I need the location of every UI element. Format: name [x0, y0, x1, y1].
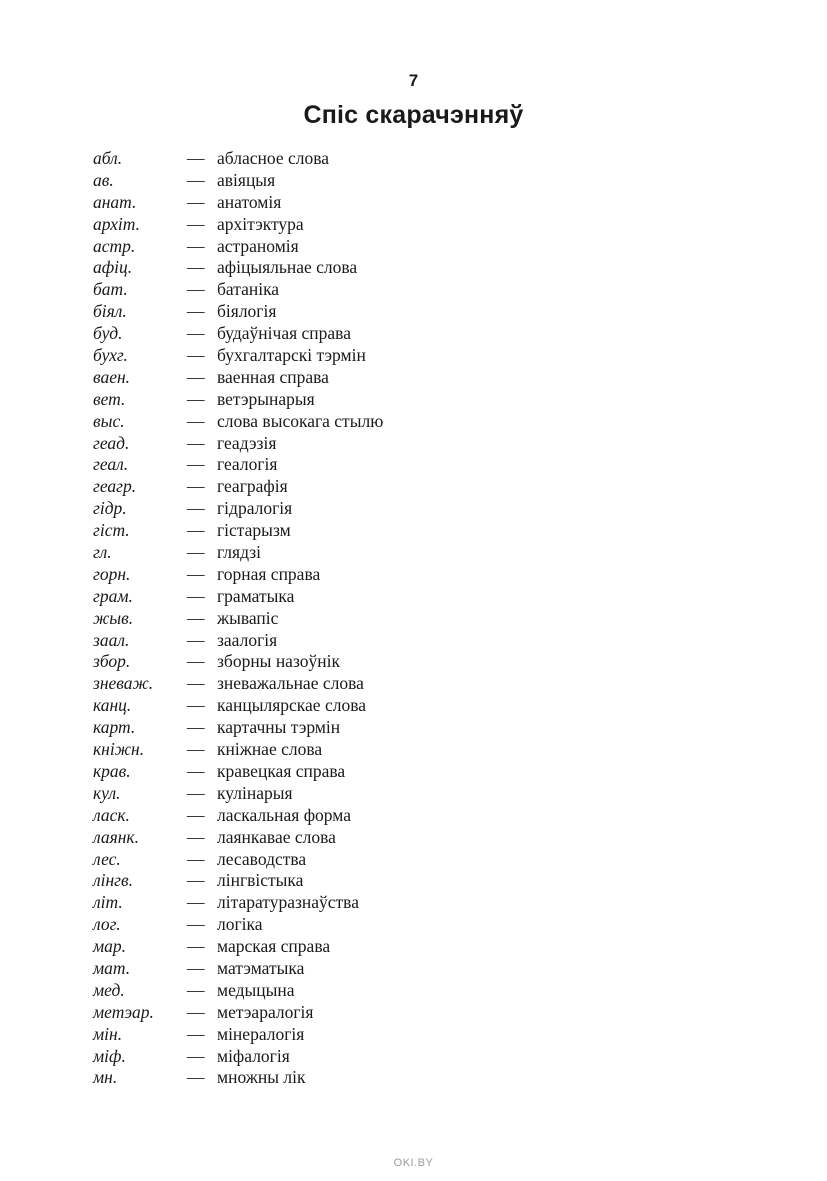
abbreviation-dash: — — [187, 629, 205, 650]
abbreviation-dash: — — [187, 914, 205, 935]
abbreviation-term: мн. — [93, 1067, 118, 1088]
abbreviation-meaning: геалогія — [217, 454, 278, 475]
abbreviation-dash: — — [187, 301, 205, 322]
abbreviation-term: зневаж. — [93, 673, 154, 694]
abbreviation-term: бухг. — [93, 345, 128, 366]
page-number: 7 — [408, 71, 419, 90]
abbreviation-meaning: міфалогія — [217, 1045, 290, 1066]
abbreviation-dash: — — [187, 760, 205, 781]
abbreviation-meaning: зневажальнае слова — [217, 673, 364, 694]
abbreviation-term: міф. — [93, 1045, 126, 1066]
abbreviation-dash: — — [187, 717, 205, 738]
abbreviation-term: канц. — [93, 695, 132, 716]
footer-watermark: OKI.BY — [393, 1157, 434, 1169]
abbreviation-meaning: слова высокага стылю — [217, 410, 384, 431]
abbreviation-dash: — — [187, 366, 205, 387]
abbreviation-term: крав. — [93, 760, 131, 781]
abbreviation-meaning: абласное слова — [217, 148, 330, 168]
abbreviation-term: ласк. — [93, 804, 130, 825]
abbreviation-dash: — — [187, 388, 205, 409]
abbreviation-dash: — — [187, 892, 205, 913]
abbreviation-meaning: жывапіс — [217, 607, 279, 628]
abbreviation-meaning: матэматыка — [217, 957, 305, 978]
abbreviation-meaning: афіцыяльнае слова — [217, 257, 358, 278]
abbreviation-dash: — — [187, 191, 205, 212]
abbreviation-dash: — — [187, 695, 205, 716]
abbreviation-term: мін. — [93, 1023, 123, 1044]
abbreviation-dash: — — [187, 673, 205, 694]
abbreviation-term: ваен. — [93, 366, 131, 387]
abbreviation-meaning: літаратуразнаўства — [217, 892, 359, 913]
abbreviation-term: вет. — [93, 388, 126, 409]
abbreviation-term: геал. — [93, 454, 129, 475]
abbreviation-meaning: ваенная справа — [217, 366, 329, 387]
abbreviation-meaning: геадэзія — [217, 432, 277, 453]
abbreviation-meaning: лесаводства — [217, 848, 307, 869]
abbreviation-dash: — — [187, 520, 205, 541]
abbreviation-meaning: астраномія — [217, 235, 299, 256]
abbreviation-dash: — — [187, 279, 205, 300]
abbreviation-meaning: гідралогія — [217, 498, 293, 519]
abbreviation-dash: — — [187, 739, 205, 760]
abbreviation-term: жыв. — [93, 607, 134, 628]
abbreviation-meaning: лінгвістыка — [217, 870, 304, 891]
abbreviation-term: кул. — [93, 782, 121, 803]
abbreviation-term: буд. — [93, 323, 123, 344]
abbreviation-term: анат. — [93, 191, 137, 212]
abbreviation-dash: — — [187, 607, 205, 628]
abbreviation-dash: — — [187, 585, 205, 606]
abbreviation-term: заал. — [93, 629, 130, 650]
abbreviation-dash: — — [187, 936, 205, 957]
abbreviation-term: астр. — [93, 235, 136, 256]
abbreviation-meaning: мінералогія — [217, 1023, 305, 1044]
abbreviation-term: лог. — [93, 914, 121, 935]
abbreviation-dash: — — [187, 1067, 205, 1088]
abbreviation-meaning: ласкальная форма — [217, 804, 351, 825]
abbreviation-dash: — — [187, 235, 205, 256]
abbreviation-meaning: бухгалтарскі тэрмін — [217, 345, 366, 366]
abbreviation-meaning: медыцына — [217, 979, 295, 1000]
abbreviation-term: бат. — [93, 279, 128, 300]
abbreviation-meaning: марская справа — [217, 936, 331, 957]
abbreviation-meaning: лаянкавае слова — [217, 826, 336, 847]
abbreviation-dash: — — [187, 782, 205, 803]
abbreviation-term: мат. — [93, 957, 131, 978]
abbreviation-term: горн. — [93, 563, 131, 584]
abbreviation-dash: — — [187, 498, 205, 519]
abbreviation-term: ав. — [93, 169, 114, 190]
abbreviation-dash: — — [187, 213, 205, 234]
abbreviation-meaning: геаграфія — [217, 476, 288, 497]
abbreviation-meaning: канцылярскае слова — [217, 695, 366, 716]
abbreviation-meaning: кравецкая справа — [217, 760, 346, 781]
abbreviation-dash: — — [187, 870, 205, 891]
abbreviation-dash: — — [187, 542, 205, 563]
abbreviation-meaning: метэаралогія — [217, 1001, 314, 1022]
abbreviation-dash: — — [187, 169, 205, 190]
abbreviation-meaning: логіка — [217, 914, 263, 935]
abbreviation-dash: — — [187, 1001, 205, 1022]
abbreviation-meaning: зборны назоўнік — [217, 651, 340, 672]
abbreviation-dash: — — [187, 454, 205, 475]
abbreviation-term: грам. — [93, 585, 133, 606]
abbreviation-dash: — — [187, 257, 205, 278]
abbreviation-term: літ. — [93, 892, 123, 913]
abbreviation-meaning: картачны тэрмін — [217, 717, 341, 738]
abbreviation-term: лаянк. — [93, 826, 139, 847]
abbreviation-meaning: кулінарыя — [217, 782, 293, 803]
abbreviation-term: лінгв. — [93, 870, 133, 891]
abbreviation-dash: — — [187, 476, 205, 497]
abbreviation-term: абл. — [93, 148, 123, 168]
abbreviation-dash: — — [187, 804, 205, 825]
abbreviation-dash: — — [187, 323, 205, 344]
abbreviation-dash: — — [187, 848, 205, 869]
abbreviation-term: геад. — [93, 432, 130, 453]
abbreviation-dash: — — [187, 1045, 205, 1066]
abbreviation-term: гіст. — [93, 520, 130, 541]
abbreviation-meaning: авіяцыя — [217, 169, 276, 190]
abbreviation-dash: — — [187, 979, 205, 1000]
abbreviation-term: выс. — [93, 410, 125, 431]
abbreviation-dash: — — [187, 1023, 205, 1044]
abbreviation-meaning: анатомія — [217, 191, 282, 212]
abbreviation-meaning: гістарызм — [217, 520, 291, 541]
abbreviation-dash: — — [187, 957, 205, 978]
abbreviation-term: афіц. — [93, 257, 133, 278]
abbreviation-term: гл. — [93, 542, 112, 563]
abbreviation-term: архіт. — [93, 213, 141, 234]
abbreviation-meaning: глядзі — [217, 542, 261, 563]
abbreviation-meaning: множны лік — [217, 1067, 306, 1088]
abbreviation-dash: — — [187, 148, 205, 168]
abbreviation-meaning: ветэрынарыя — [217, 388, 315, 409]
abbreviation-term: мар. — [93, 936, 127, 957]
abbreviation-meaning: біялогія — [217, 301, 277, 322]
abbreviation-dash: — — [187, 563, 205, 584]
abbreviation-term: збор. — [93, 651, 131, 672]
abbreviation-meaning: архітэктура — [217, 213, 304, 234]
abbreviation-meaning: граматыка — [217, 585, 295, 606]
abbreviation-term: лес. — [93, 848, 121, 869]
page-title: Спіс скарачэнняў — [303, 101, 524, 129]
abbreviation-meaning: будаўнічая справа — [217, 323, 351, 344]
abbreviation-meaning: горная справа — [217, 563, 321, 584]
abbreviation-term: біял. — [93, 301, 127, 322]
abbreviation-dash: — — [187, 432, 205, 453]
abbreviation-term: гідр. — [93, 498, 127, 519]
abbreviation-term: геагр. — [93, 476, 137, 497]
abbreviation-term: карт. — [93, 717, 136, 738]
abbreviation-term: метэар. — [93, 1001, 154, 1022]
abbreviation-term: мед. — [93, 979, 125, 1000]
abbreviation-meaning: батаніка — [217, 279, 280, 300]
abbreviation-meaning: заалогія — [217, 629, 278, 650]
abbreviation-term: кніжн. — [93, 739, 145, 760]
abbreviation-dash: — — [187, 410, 205, 431]
abbreviation-dash: — — [187, 345, 205, 366]
abbreviation-meaning: кніжнае слова — [217, 739, 323, 760]
abbreviation-dash: — — [187, 651, 205, 672]
abbreviation-dash: — — [187, 826, 205, 847]
